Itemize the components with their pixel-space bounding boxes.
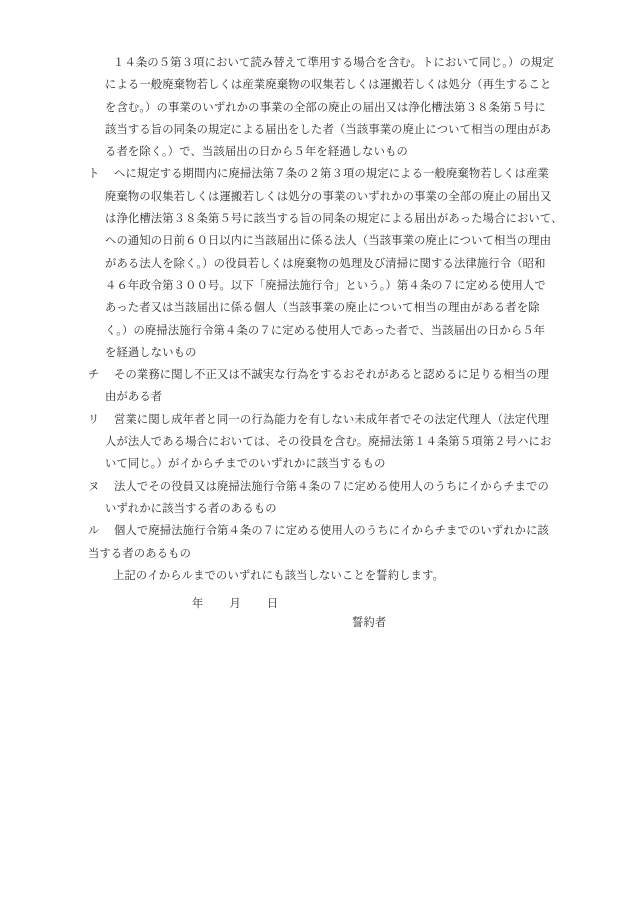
continuation-paragraph [88,52,554,163]
clause-text: 法人でその役員又は廃掃法施行令第４条の７に定める使用人のうちにイからチまでの [114,479,549,493]
clause-first-line [88,476,554,498]
clause-line: く。）の廃掃法施行令第４条の７に定める使用人であった者で、当該届出の日から５年 [105,323,546,337]
clause-line: いずれかに該当する者のあるもの [105,501,277,515]
clause-marker: リ [88,412,100,426]
continuation-line: る者を除く。）で、当該届出の日から５年を経過しないもの [105,145,408,159]
clause-line: は浄化槽法第３８条第５号に該当する旨の同条の規定による届出があった場合において、 [105,212,563,226]
clause-text: ヘに規定する期間内に廃掃法第７条の２第３項の規定による一般廃棄物若しくは産業 [114,167,549,181]
pledgor-label: 誓約者 [352,616,387,629]
continuation-line: 該当する旨の同条の規定による届出をした者（当該事業の廃止について相当の理由があ [105,122,552,136]
clause-marker: ル [88,524,100,538]
clause-item-to [88,163,563,364]
clause-line: 由がある者 [105,390,163,404]
clause-line: 人が法人である場合においては、その役員を含む。廃掃法第１４条第５項第２号ハにお [105,435,552,449]
clause-line: 当する者のあるもの [88,546,192,560]
clause-marker: チ [88,368,100,382]
clause-item-ru [88,520,554,565]
continuation-line: による一般廃棄物若しくは産業廃棄物の収集若しくは運搬若しくは処分（再生すること [105,78,552,92]
month-label: 月 [229,597,241,610]
clause-item-ri [88,409,554,476]
clause-line: ４６年政令第３００号。以下「廃掃法施行令」という。）第４条の７に定める使用人で [105,278,546,292]
clause-line: いて同じ。）がイからチまでのいずれかに該当するもの [105,457,386,471]
clause-first-line [88,409,554,431]
clause-item-chi [88,364,554,409]
document-body [88,52,563,587]
clause-first-line [88,520,554,542]
clause-marker: ヌ [88,479,100,493]
clause-first-line [88,163,554,185]
clause-line: を経過しないもの [105,345,197,359]
clause-line: 廃棄物の収集若しくは運搬若しくは処分の事業のいずれかの事業の全部の廃止の届出又 [105,189,552,203]
continuation-line: を含む。）の事業のいずれかの事業の全部の廃止の届出又は浄化槽法第３８条第５号に [105,100,546,114]
continuation-line: １４条の５第３項において読み替えて準用する場合を含む。トにおいて同じ。）の規定 [113,56,554,69]
year-label: 年 [192,597,204,610]
clause-line: ヘの通知の日前６０日以内に当該届出に係る法人（当該事業の廃止について相当の理由 [105,234,552,248]
clause-line: あった者又は当該届出に係る個人（当該事業の廃止について相当の理由がある者を除 [105,301,540,315]
pledgor-line [352,614,386,630]
clause-text: 個人で廃掃法施行令第４条の７に定める使用人のうちにイからチまでのいずれかに該 [114,524,549,538]
clause-item-nu [88,476,554,521]
clause-first-line [88,364,554,386]
pledge-statement: 上記のイからルまでのいずれにも該当しないことを誓約します。 [113,568,445,582]
clause-line: がある法人を除く。）の役員若しくは廃棄物の処理及び清掃に関する法律施行令（昭和 [105,256,546,270]
clause-text: 営業に関し成年者と同一の行為能力を有しない未成年者でその法定代理人（法定代理 [114,412,549,426]
date-line [192,595,278,611]
clause-text: その業務に関し不正又は不誠実な行為をするおそれがあると認めるに足りる相当の理 [114,368,549,382]
day-label: 日 [266,597,279,610]
clause-marker: ト [88,167,100,181]
